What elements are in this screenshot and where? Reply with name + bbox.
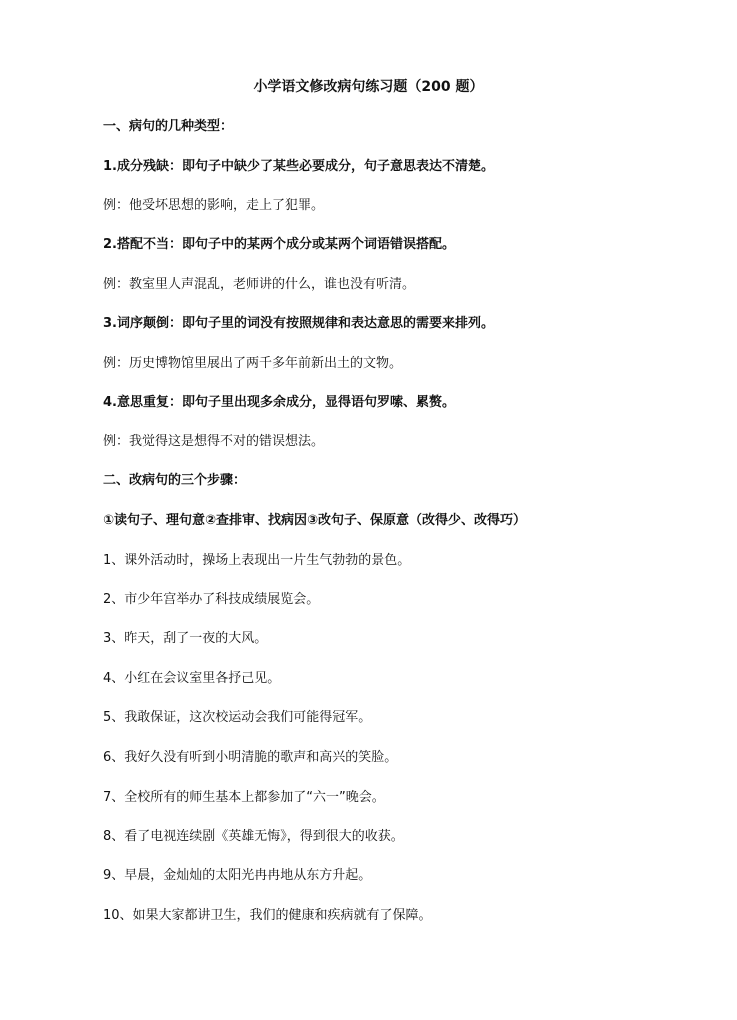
exercise-item: 5、我敢保证，这次校运动会我们可能得冠军。 [103,710,372,725]
type-1-definition: 1.成分残缺：即句子中缺少了某些必要成分，句子意思表达不清楚。 [103,159,494,174]
exercise-item: 1、课外活动时，操场上表现出一片生气勃勃的景色。 [103,553,411,568]
section-heading-steps: 二、改病句的三个步骤： [103,473,247,488]
exercise-item: 4、小红在会议室里各抒己见。 [103,671,281,686]
steps-line: ①读句子、理句意②查排审、找病因③改句子、保原意（改得少、改得巧） [103,513,527,528]
type-2-example: 例：教室里人声混乱，老师讲的什么，谁也没有听清。 [103,277,416,292]
type-4-example: 例：我觉得这是想得不对的错误想法。 [103,434,325,449]
type-1-example: 例：他受坏思想的影响，走上了犯罪。 [103,198,325,213]
exercise-item: 10、如果大家都讲卫生，我们的健康和疾病就有了保障。 [103,908,432,923]
document-title: 小学语文修改病句练习题（200 题） [253,79,484,95]
section-heading-types: 一、病句的几种类型： [103,119,234,134]
type-2-definition: 2.搭配不当：即句子中的某两个成分或某两个词语错误搭配。 [103,237,455,252]
exercise-item: 9、早晨，金灿灿的太阳光冉冉地从东方升起。 [103,868,372,883]
exercise-item: 7、全校所有的师生基本上都参加了“六一”晚会。 [103,790,385,805]
type-3-definition: 3.词序颠倒：即句子里的词没有按照规律和表达意思的需要来排列。 [103,316,494,331]
exercise-item: 2、市少年宫举办了科技成绩展览会。 [103,592,320,607]
type-3-example: 例：历史博物馆里展出了两千多年前新出土的文物。 [103,356,403,371]
exercise-item: 3、昨天，刮了一夜的大风。 [103,631,268,646]
exercise-item: 8、看了电视连续剧《英雄无悔》，得到很大的收获。 [103,829,404,844]
type-4-definition: 4.意思重复：即句子里出现多余成分，显得语句罗嗦、累赘。 [103,395,455,410]
exercise-item: 6、我好久没有听到小明清脆的歌声和高兴的笑脸。 [103,750,398,765]
